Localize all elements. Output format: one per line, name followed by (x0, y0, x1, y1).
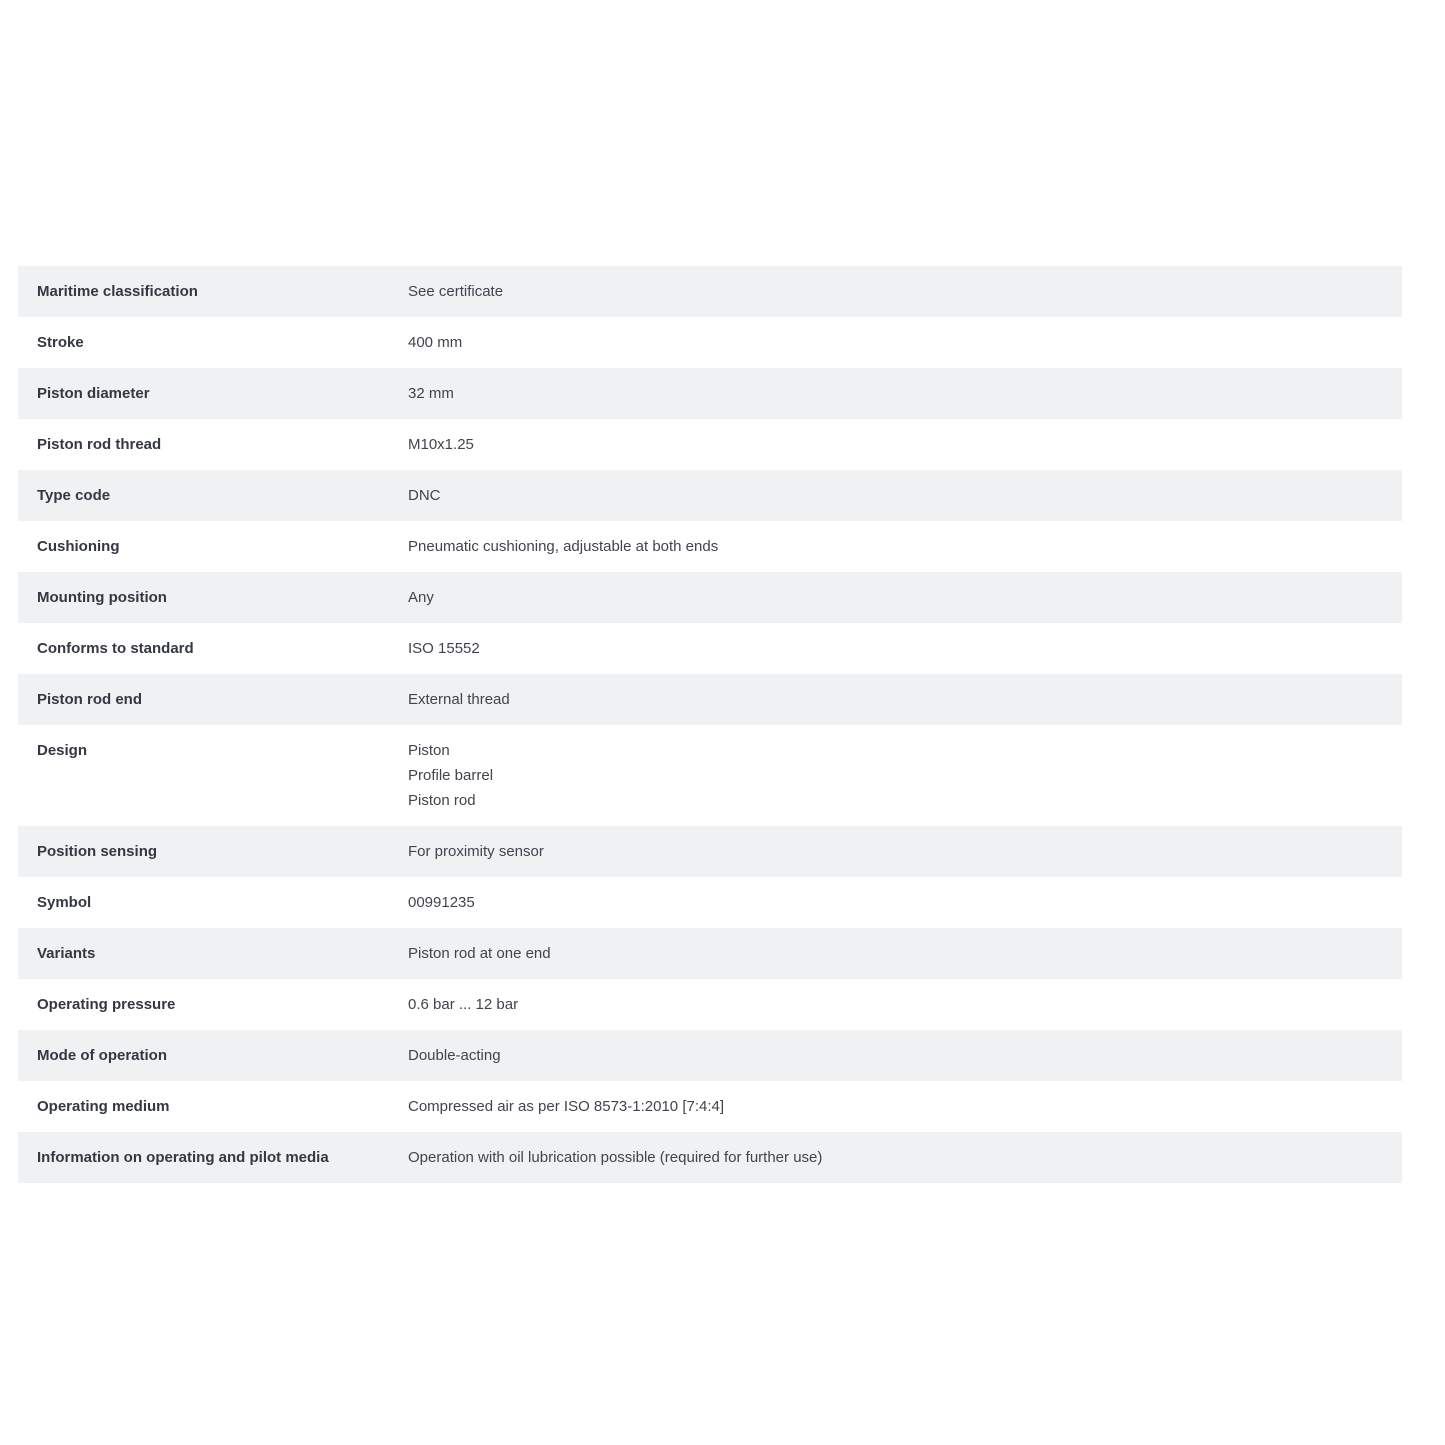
spec-value (408, 483, 1402, 508)
spec-value-line: Compressed air as per ISO 8573-1:2010 [7:4:4] (408, 1098, 725, 1115)
spec-value-line: ISO 15552 (408, 640, 480, 657)
spec-value-line: External thread (408, 691, 510, 708)
spec-value-line: 400 mm (408, 334, 463, 351)
spec-value-line: 32 mm (408, 385, 454, 402)
spec-value (408, 1145, 1402, 1170)
table-row (18, 979, 1402, 1030)
table-row (18, 317, 1402, 368)
table-row (18, 1132, 1402, 1183)
spec-value (408, 1043, 1402, 1068)
spec-label: Conforms to standard (37, 640, 194, 657)
spec-value-line: M10x1.25 (408, 436, 474, 453)
spec-value-line: DNC (408, 487, 441, 504)
spec-value-line: 0.6 bar ... 12 bar (408, 996, 519, 1013)
spec-value-line: Piston (408, 742, 450, 759)
spec-value (408, 534, 1402, 559)
table-row (18, 419, 1402, 470)
spec-value-line: See certificate (408, 283, 504, 300)
table-row (18, 674, 1402, 725)
spec-value-line: 00991235 (408, 894, 475, 911)
spec-value (408, 585, 1402, 610)
table-row (18, 826, 1402, 877)
spec-value (408, 738, 1402, 813)
spec-label: Position sensing (37, 843, 158, 860)
spec-value-line: Piston rod (408, 792, 476, 809)
table-row (18, 1030, 1402, 1081)
table-row (18, 368, 1402, 419)
spec-value-line: Operation with oil lubrication possible (required for further use) (408, 1149, 823, 1166)
spec-label: Information on operating and pilot media (37, 1149, 329, 1166)
table-row (18, 266, 1402, 317)
spec-label: Piston rod end (37, 691, 142, 708)
table-row (18, 623, 1402, 674)
table-row (18, 470, 1402, 521)
spec-label: Operating pressure (37, 996, 176, 1013)
spec-label: Type code (37, 487, 111, 504)
spec-value-line: Any (408, 589, 434, 606)
spec-label: Operating medium (37, 1098, 170, 1115)
spec-label: Design (37, 742, 88, 759)
spec-value-line: Pneumatic cushioning, adjustable at both ends (408, 538, 719, 555)
table-row (18, 928, 1402, 979)
spec-value (408, 330, 1402, 355)
spec-label: Stroke (37, 334, 84, 351)
spec-label: Symbol (37, 894, 92, 911)
spec-value (408, 279, 1402, 304)
table-row (18, 1081, 1402, 1132)
spec-value (408, 1094, 1402, 1119)
table-row (18, 877, 1402, 928)
table-row (18, 572, 1402, 623)
spec-value-line: Profile barrel (408, 767, 494, 784)
spec-value (408, 381, 1402, 406)
spec-value (408, 432, 1402, 457)
spec-value-line: Double-acting (408, 1047, 501, 1064)
spec-value-line: For proximity sensor (408, 843, 544, 860)
specification-table (18, 266, 1402, 1183)
spec-value-line: Piston rod at one end (408, 945, 551, 962)
spec-label: Mounting position (37, 589, 167, 606)
spec-value (408, 636, 1402, 661)
spec-value (408, 687, 1402, 712)
spec-label: Piston rod thread (37, 436, 162, 453)
table-row (18, 725, 1402, 826)
spec-label: Maritime classification (37, 283, 198, 300)
spec-value (408, 992, 1402, 1017)
spec-label: Variants (37, 945, 96, 962)
table-row (18, 521, 1402, 572)
spec-value (408, 941, 1402, 966)
spec-value (408, 890, 1402, 915)
spec-label: Cushioning (37, 538, 120, 555)
spec-label: Piston diameter (37, 385, 150, 402)
spec-label: Mode of operation (37, 1047, 167, 1064)
spec-value (408, 839, 1402, 864)
